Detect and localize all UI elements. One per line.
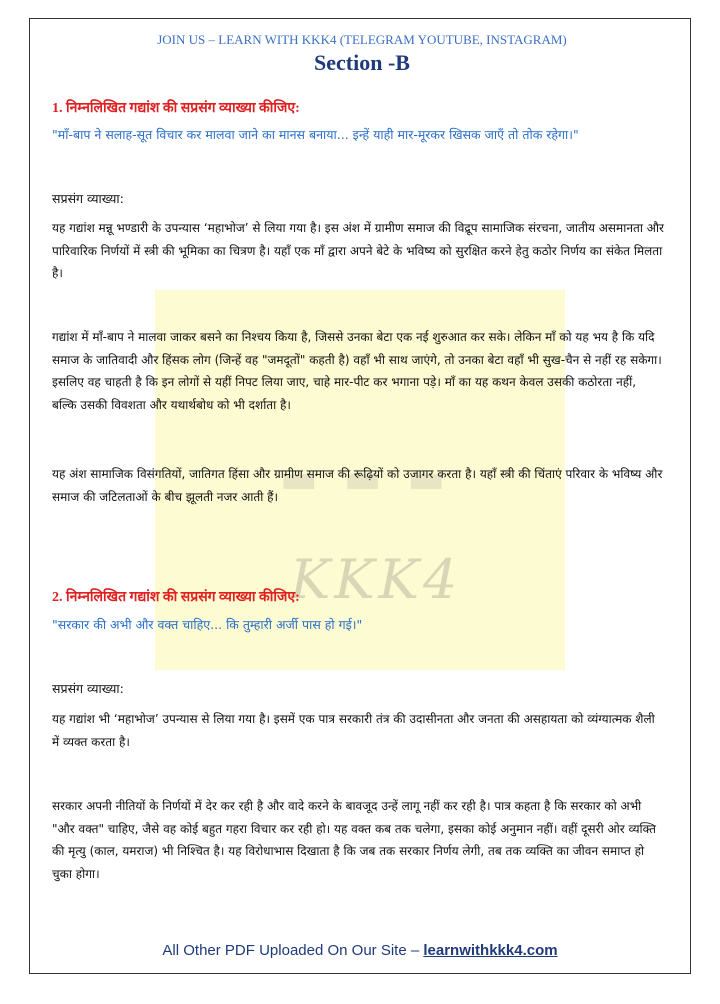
watermark-logo: ▬ ▬ ▬ [280, 455, 452, 502]
site-link[interactable]: learnwithkkk4.com [423, 942, 558, 959]
footer-text: All Other PDF Uploaded On Our Site – [162, 942, 420, 959]
question-2-paragraph-2: सरकार अपनी नीतियों के निर्णयों में देर कर रही है और वादे करने के बावजूद उन्हें लागू नहीं कर रही है। पात्र कहता है कि सरकार को अभी "और वक्त" चाहिए, जैसे वह कोई बहुत गहरा विचार कर रही हो। यह वक्त कब तक चलेगा, इसका कोई अनुमान नहीं। वहीं दूसरी ओर व्यक्ति की मृत्यु (काल, यमराज) भी निश्चित है। यह विरोधाभास दिखाता है कि जब तक सरकार निर्णय लेगी, तब तक व्यक्ति का जीवन समाप्त हो चुका होगा। [52, 799, 656, 881]
question-1-heading: 1. निम्नलिखित गद्यांश की सप्रसंग व्याख्या कीजिए: [52, 101, 300, 116]
question-1-paragraph-3: यह अंश सामाजिक विसंगतियों, जातिगत हिंसा और ग्रामीण समाज की रूढ़ियों को उजागर करता है। यहाँ स्त्री की चिंताएं परिवार के भविष्य और समाज की जटिलताओं के बीच झूलती नजर आती हैं। [52, 467, 663, 504]
section-title: Section -B [314, 50, 410, 75]
question-2-heading: 2. निम्नलिखित गद्यांश की सप्रसंग व्याख्या कीजिए: [52, 590, 300, 605]
question-2-quote: "सरकार की अभी और वक्त चाहिए... कि तुम्हारी अर्जी पास हो गई।" [52, 617, 363, 632]
question-1-paragraph-1: यह गद्यांश मन्नू भण्डारी के उपन्यास ‘महाभोज’ से लिया गया है। इस अंश में ग्रामीण समाज की विद्रूप सामाजिक संरचना, जातीय असमानता और पारिवारिक निर्णयों में स्त्री की भूमिका का चित्रण है। यहाँ एक माँ द्वारा अपने बेटे के भविष्य को सुरक्षित करने हेतु कठोर निर्णय का संकेत मिलता है। [52, 221, 664, 280]
question-1-paragraph-2: गद्यांश में माँ-बाप ने मालवा जाकर बसने का निश्चय किया है, जिससे उनका बेटा एक नई शुरुआत कर सके। लेकिन माँ को यह भय है कि यदि समाज के जातिवादी और हिंसक लोग (जिन्हें वह "जमदूतों" कहती है) वहाँ भी साथ जाएंगे, तो उनका बेटा वहाँ भी सुख-चैन से नहीं रह सकेगा। इसलिए वह चाहती है कि इन लोगों से यहीं निपट लिया जाए, चाहे मार-पीट कर भगाना पड़े। माँ का यह कथन केवल उसकी कठोरता नहीं, बल्कि उसकी विवशता और यथार्थबोध को भी दर्शाता है। [52, 330, 662, 412]
question-1-quote: "माँ-बाप ने सलाह-सूत विचार कर मालवा जाने का मानस बनाया... इन्हें याही मार-मूरकर खिसक जाएँ तो तोक रहेगा।" [52, 127, 579, 142]
question-2-label: सप्रसंग व्याख्या: [52, 681, 124, 696]
footer [0, 942, 720, 959]
watermark-text: KKK4 [290, 548, 462, 611]
join-us-header: JOIN US – LEARN WITH KKK4 (TELEGRAM YOUTUBE, INSTAGRAM) [157, 32, 567, 47]
question-1-label: सप्रसंग व्याख्या: [52, 191, 124, 206]
question-2-paragraph-1: यह गद्यांश भी ‘महाभोज’ उपन्यास से लिया गया है। इसमें एक पात्र सरकारी तंत्र की उदासीनता और जनता की असहायता को व्यंग्यात्मक शैली में व्यक्त करता है। [52, 712, 655, 749]
